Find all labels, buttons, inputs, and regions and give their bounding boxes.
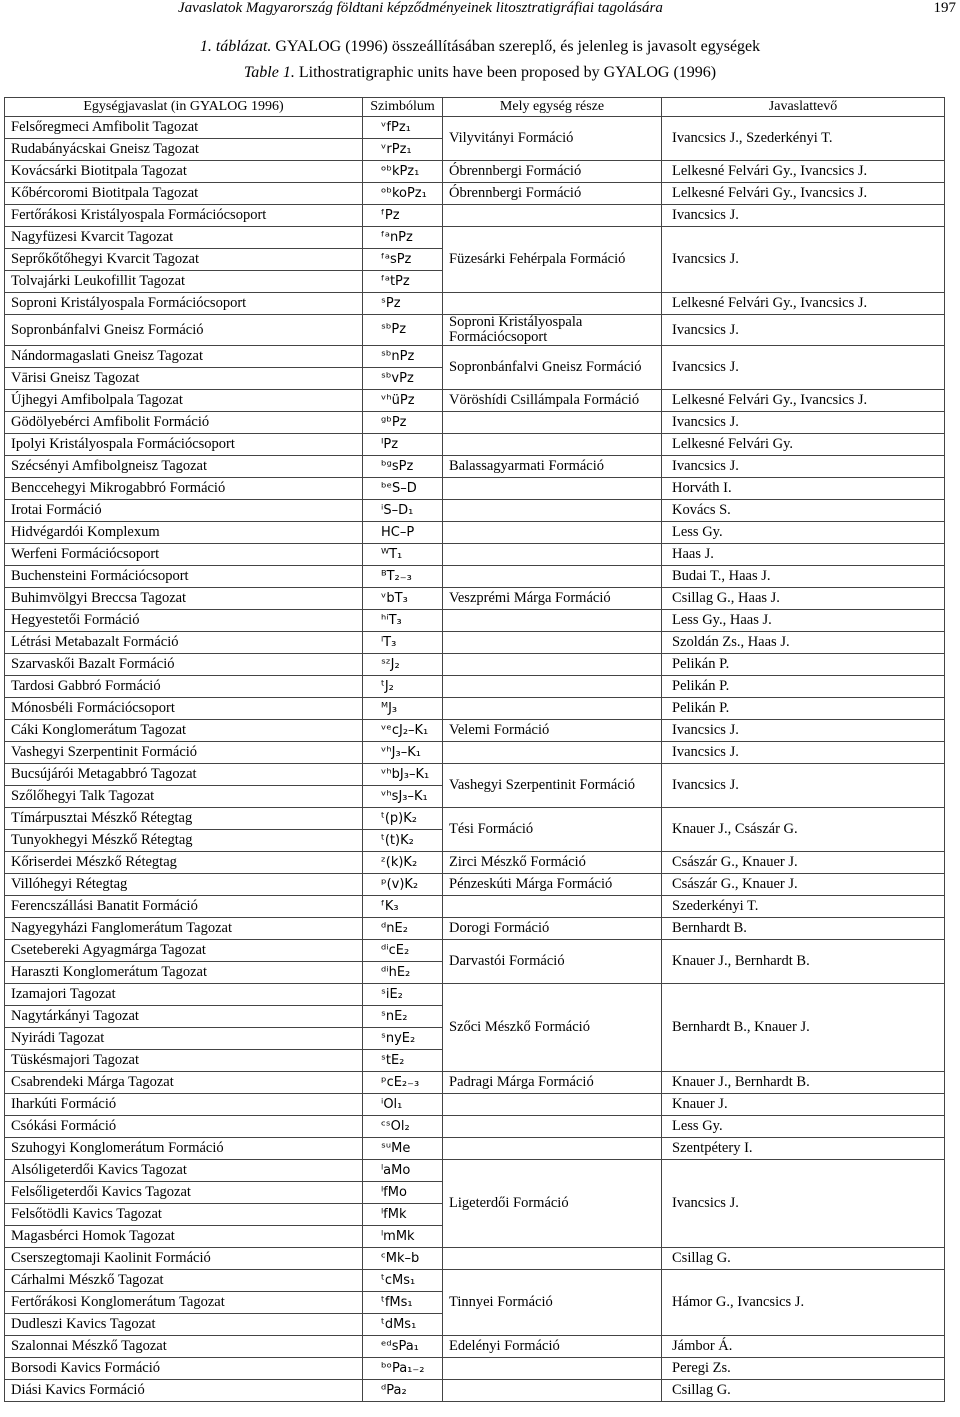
unit-name-cell: Buhimvölgyi Breccsa Tagozat (5, 588, 363, 610)
symbol-cell: ˢnE₂ (363, 1006, 443, 1028)
symbol-cell: ˡfMo (363, 1182, 443, 1204)
unit-name-cell: Tüskésmajori Tagozat (5, 1050, 363, 1072)
unit-name-cell: Csabrendeki Márga Tagozat (5, 1072, 363, 1094)
part-of-cell: Edelényi Formáció (443, 1336, 662, 1358)
proposer-cell: Kovács S. (662, 500, 945, 522)
proposer-cell: Pelikán P. (662, 698, 945, 720)
unit-name-cell: Villóhegyi Rétegtag (5, 874, 363, 896)
symbol-cell: ᵇᵍsPz (363, 456, 443, 478)
proposer-cell: Csillag G., Haas J. (662, 588, 945, 610)
symbol-cell: ᵗfMs₁ (363, 1292, 443, 1314)
part-of-cell: Padragi Márga Formáció (443, 1072, 662, 1094)
table-row (5, 1380, 945, 1402)
unit-name-cell: Létrási Metabazalt Formáció (5, 632, 363, 654)
caption-en-text: Lithostratigraphic units have been proposed by GYALOG (298, 64, 670, 81)
unit-name-cell: Kovácsárki Biotitpala Tagozat (5, 161, 363, 183)
proposer-cell: Knauer J. (662, 1094, 945, 1116)
unit-name-cell: Haraszti Konglomerátum Tagozat (5, 962, 363, 984)
proposer-cell: Ivancsics J. (662, 742, 945, 764)
table-row (5, 1358, 945, 1380)
symbol-cell: ᵗcMs₁ (363, 1270, 443, 1292)
unit-name-cell: Ipolyi Kristályospala Formációcsoport (5, 434, 363, 456)
table-row (5, 610, 945, 632)
unit-name-cell: Kőriserdei Mészkő Rétegtag (5, 852, 363, 874)
table-row (5, 161, 945, 183)
unit-name-cell: Csókási Formáció (5, 1116, 363, 1138)
table-row (5, 896, 945, 918)
symbol-cell: ᵉᵈsPa₁ (363, 1336, 443, 1358)
table-row (5, 412, 945, 434)
unit-name-cell: Szalonnai Mészkő Tagozat (5, 1336, 363, 1358)
symbol-cell: ᵗ(p)K₂ (363, 808, 443, 830)
unit-name-cell: Nagyegyházi Fanglomerátum Tagozat (5, 918, 363, 940)
table-caption-hu (0, 38, 960, 56)
caption-hu-author: GYALOG (275, 38, 342, 55)
unit-name-cell: Fertőrákosi Konglomerátum Tagozat (5, 1292, 363, 1314)
part-of-cell (443, 205, 662, 227)
symbol-cell: ᶠᵃnPz (363, 227, 443, 249)
part-of-cell: Füzesárki Fehérpala Formáció (443, 227, 662, 293)
unit-name-cell: Seprőkőtőhegyi Kvarcit Tagozat (5, 249, 363, 271)
unit-name-cell: Diási Kavics Formáció (5, 1380, 363, 1402)
proposer-cell: Ivancsics J., Szederkényi T. (662, 117, 945, 161)
symbol-cell: ˢiE₂ (363, 984, 443, 1006)
symbol-cell: ᶠᵃsPz (363, 249, 443, 271)
part-of-cell (443, 412, 662, 434)
unit-name-cell: Újhegyi Amfibolpala Tagozat (5, 390, 363, 412)
part-of-cell (443, 293, 662, 315)
part-of-cell: Ligeterdői Formáció (443, 1160, 662, 1248)
table-row (5, 566, 945, 588)
proposer-cell: Knauer J., Bernhardt B. (662, 1072, 945, 1094)
unit-name-cell: Werfeni Formációcsoport (5, 544, 363, 566)
unit-name-cell: Hidvégardói Komplexum (5, 522, 363, 544)
proposer-cell: Lelkesné Felvári Gy., Ivancsics J. (662, 293, 945, 315)
symbol-cell: ᵗ(t)K₂ (363, 830, 443, 852)
proposer-cell: Császár G., Knauer J. (662, 852, 945, 874)
part-of-cell: Zirci Mészkő Formáció (443, 852, 662, 874)
proposer-cell: Ivancsics J. (662, 720, 945, 742)
symbol-cell: ᶠPz (363, 205, 443, 227)
part-of-cell: Darvastói Formáció (443, 940, 662, 984)
proposer-cell: Ivancsics J. (662, 227, 945, 293)
table-row (5, 1138, 945, 1160)
table-row (5, 434, 945, 456)
unit-name-cell: Mónosbéli Formációcsoport (5, 698, 363, 720)
table-row (5, 940, 945, 962)
part-of-cell (443, 742, 662, 764)
unit-name-cell: Tardosi Gabbró Formáció (5, 676, 363, 698)
table-row (5, 588, 945, 610)
table-row (5, 918, 945, 940)
caption-hu-text: (1996) összeállításában szereplő, és jelenleg is javasolt egységek (345, 38, 761, 55)
symbol-cell: ᵛʰüPz (363, 390, 443, 412)
proposer-cell: Lelkesné Felvári Gy. (662, 434, 945, 456)
part-of-cell: Veszprémi Márga Formáció (443, 588, 662, 610)
table-row (5, 720, 945, 742)
symbol-cell: ⁱOl₁ (363, 1094, 443, 1116)
unit-name-cell: Ferencszállási Banatit Formáció (5, 896, 363, 918)
unit-name-cell: Iharkúti Formáció (5, 1094, 363, 1116)
proposer-cell: Ivancsics J. (662, 315, 945, 346)
table-row (5, 852, 945, 874)
part-of-cell: Balassagyarmati Formáció (443, 456, 662, 478)
table-row (5, 654, 945, 676)
part-of-cell: Velemi Formáció (443, 720, 662, 742)
symbol-cell: ᶜMk–b (363, 1248, 443, 1270)
unit-name-cell: Tunyokhegyi Mészkő Rétegtag (5, 830, 363, 852)
symbol-cell: ˢᵇPz (363, 315, 443, 346)
table-row (5, 632, 945, 654)
running-header (0, 0, 960, 24)
unit-name-cell: Rudabányácskai Gneisz Tagozat (5, 139, 363, 161)
part-of-cell (443, 896, 662, 918)
symbol-cell: ᵈⁱhE₂ (363, 962, 443, 984)
part-of-cell (443, 1094, 662, 1116)
symbol-cell: ᶠK₃ (363, 896, 443, 918)
part-of-cell (443, 632, 662, 654)
table-row (5, 346, 945, 368)
proposer-cell: Szederkényi T. (662, 896, 945, 918)
unit-name-cell: Sopronbánfalvi Gneisz Formáció (5, 315, 363, 346)
symbol-cell: ˢᵇvPz (363, 368, 443, 390)
proposer-cell: Horváth I. (662, 478, 945, 500)
symbol-cell: ᵈⁱcE₂ (363, 940, 443, 962)
part-of-cell: Óbrennbergi Formáció (443, 183, 662, 205)
symbol-cell: ˢᵇnPz (363, 346, 443, 368)
symbol-cell: ˢᶻJ₂ (363, 654, 443, 676)
proposer-cell: Ivancsics J. (662, 346, 945, 390)
part-of-cell (443, 522, 662, 544)
part-of-cell (443, 544, 662, 566)
unit-name-cell: Cáki Konglomerátum Tagozat (5, 720, 363, 742)
symbol-cell: ᶜˢOl₂ (363, 1116, 443, 1138)
header-symbol: Szimbólum (363, 98, 443, 117)
symbol-cell: ᶻ(k)K₂ (363, 852, 443, 874)
proposer-cell: Pelikán P. (662, 676, 945, 698)
proposer-cell: Hámor G., Ivancsics J. (662, 1270, 945, 1336)
unit-name-cell: Tímárpusztai Mészkő Rétegtag (5, 808, 363, 830)
proposer-cell: Peregi Zs. (662, 1358, 945, 1380)
proposer-cell: Császár G., Knauer J. (662, 874, 945, 896)
proposer-cell: Szentpétery I. (662, 1138, 945, 1160)
header-part-of: Mely egység része (443, 98, 662, 117)
symbol-cell: ˡaMo (363, 1160, 443, 1182)
proposer-cell: Less Gy. (662, 1116, 945, 1138)
page-number: 197 (933, 0, 956, 16)
proposer-cell: Haas J. (662, 544, 945, 566)
symbol-cell: ᵈPa₂ (363, 1380, 443, 1402)
caption-hu-label: 1. táblázat. (199, 38, 272, 55)
table-row (5, 478, 945, 500)
running-title: Javaslatok Magyarország földtani képződményeinek litosztratigráfiai tagolására (178, 0, 663, 16)
table-body (5, 117, 945, 1402)
table-row (5, 315, 945, 346)
table-row (5, 390, 945, 412)
part-of-cell (443, 1358, 662, 1380)
table-header-row (5, 98, 945, 117)
part-of-cell: Tinnyei Formáció (443, 1270, 662, 1336)
unit-name-cell: Izamajori Tagozat (5, 984, 363, 1006)
symbol-cell: ˡfMk (363, 1204, 443, 1226)
part-of-cell (443, 500, 662, 522)
symbol-cell: ˢtE₂ (363, 1050, 443, 1072)
part-of-cell (443, 676, 662, 698)
header-proposer: Javaslattevő (662, 98, 945, 117)
unit-name-cell: Borsodi Kavics Formáció (5, 1358, 363, 1380)
table-row (5, 1072, 945, 1094)
table-row (5, 1094, 945, 1116)
table-caption-en (0, 64, 960, 82)
part-of-cell (443, 654, 662, 676)
unit-name-cell: Fertőrákosi Kristályospala Formációcsoport (5, 205, 363, 227)
symbol-cell: ᵛʰbJ₃–K₁ (363, 764, 443, 786)
proposer-cell: Bernhardt B. (662, 918, 945, 940)
unit-name-cell: Soproni Kristályospala Formációcsoport (5, 293, 363, 315)
unit-name-cell: Benccehegyi Mikrogabbró Formáció (5, 478, 363, 500)
part-of-cell: Vashegyi Szerpentinit Formáció (443, 764, 662, 808)
table-row (5, 227, 945, 249)
caption-en-year: (1996) (673, 64, 717, 81)
symbol-cell: ᴹJ₃ (363, 698, 443, 720)
table-row (5, 500, 945, 522)
unit-name-cell: Tolvajárki Leukofillit Tagozat (5, 271, 363, 293)
part-of-cell: Dorogi Formáció (443, 918, 662, 940)
table-row (5, 1160, 945, 1182)
symbol-cell: ᵗdMs₁ (363, 1314, 443, 1336)
symbol-cell: ⁱS–D₁ (363, 500, 443, 522)
proposer-cell: Knauer J., Császár G. (662, 808, 945, 852)
table-row (5, 293, 945, 315)
unit-name-cell: Nyirádi Tagozat (5, 1028, 363, 1050)
part-of-cell: Tési Formáció (443, 808, 662, 852)
symbol-cell: HC–P (363, 522, 443, 544)
symbol-cell: ᵛrPz₁ (363, 139, 443, 161)
proposer-cell: Bernhardt B., Knauer J. (662, 984, 945, 1072)
part-of-cell: Vilyvitányi Formáció (443, 117, 662, 161)
unit-name-cell: Vārisi Gneisz Tagozat (5, 368, 363, 390)
proposer-cell: Budai T., Haas J. (662, 566, 945, 588)
table-row (5, 764, 945, 786)
proposer-cell: Lelkesné Felvári Gy., Ivancsics J. (662, 183, 945, 205)
part-of-cell (443, 1380, 662, 1402)
unit-name-cell: Hegyestetői Formáció (5, 610, 363, 632)
unit-name-cell: Felsőtödli Kavics Tagozat (5, 1204, 363, 1226)
unit-name-cell: Vashegyi Szerpentinit Formáció (5, 742, 363, 764)
symbol-cell: ᵛʰJ₃–K₁ (363, 742, 443, 764)
unit-name-cell: Dudleszi Kavics Tagozat (5, 1314, 363, 1336)
table-row (5, 984, 945, 1006)
table-row (5, 1270, 945, 1292)
unit-name-cell: Szarvaskői Bazalt Formáció (5, 654, 363, 676)
part-of-cell: Óbrennbergi Formáció (443, 161, 662, 183)
proposer-cell: Szoldán Zs., Haas J. (662, 632, 945, 654)
part-of-cell (443, 698, 662, 720)
header-unit: Egységjavaslat (in GYALOG 1996) (5, 98, 363, 117)
unit-name-cell: Felsőregmeci Amfibolit Tagozat (5, 117, 363, 139)
symbol-cell: ᵈnE₂ (363, 918, 443, 940)
symbol-cell: ᶠᵃtPz (363, 271, 443, 293)
unit-name-cell: Buchensteini Formációcsoport (5, 566, 363, 588)
proposer-cell: Knauer J., Bernhardt B. (662, 940, 945, 984)
part-of-cell: Vöröshídi Csillámpala Formáció (443, 390, 662, 412)
proposer-cell: Lelkesné Felvári Gy., Ivancsics J. (662, 161, 945, 183)
proposer-cell: Ivancsics J. (662, 205, 945, 227)
unit-name-cell: Nándormagaslati Gneisz Tagozat (5, 346, 363, 368)
symbol-cell: ˡT₃ (363, 632, 443, 654)
symbol-cell: ᵖcE₂₋₃ (363, 1072, 443, 1094)
unit-name-cell: Csetebereki Agyagmárga Tagozat (5, 940, 363, 962)
table-row (5, 544, 945, 566)
unit-name-cell: Felsőligeterdői Kavics Tagozat (5, 1182, 363, 1204)
unit-name-cell: Magasbérci Homok Tagozat (5, 1226, 363, 1248)
part-of-cell (443, 566, 662, 588)
table-row (5, 1248, 945, 1270)
unit-name-cell: Gödölyebérci Amfibolit Formáció (5, 412, 363, 434)
proposer-cell: Ivancsics J. (662, 456, 945, 478)
symbol-cell: ʰⁱT₃ (363, 610, 443, 632)
part-of-cell (443, 610, 662, 632)
table-row (5, 522, 945, 544)
proposer-cell: Ivancsics J. (662, 1160, 945, 1248)
symbol-cell: ᵒᵇkoPz₁ (363, 183, 443, 205)
proposer-cell: Less Gy. (662, 522, 945, 544)
symbol-cell: ᵇᵉS–D (363, 478, 443, 500)
symbol-cell: ᵒᵇkPz₁ (363, 161, 443, 183)
symbol-cell: ᵖ(v)K₂ (363, 874, 443, 896)
symbol-cell: ᵛfPz₁ (363, 117, 443, 139)
symbol-cell: ᵍᵇPz (363, 412, 443, 434)
symbol-cell: ˢPz (363, 293, 443, 315)
unit-name-cell: Cserszegtomaji Kaolinit Formáció (5, 1248, 363, 1270)
symbol-cell: ˡmMk (363, 1226, 443, 1248)
unit-name-cell: Irotai Formáció (5, 500, 363, 522)
unit-name-cell: Cárhalmi Mészkő Tagozat (5, 1270, 363, 1292)
proposer-cell: Ivancsics J. (662, 412, 945, 434)
unit-name-cell: Alsóligeterdői Kavics Tagozat (5, 1160, 363, 1182)
unit-name-cell: Szőlőhegyi Talk Tagozat (5, 786, 363, 808)
table-row (5, 1116, 945, 1138)
table-row (5, 456, 945, 478)
proposer-cell: Pelikán P. (662, 654, 945, 676)
symbol-cell: ᵛʰsJ₃–K₁ (363, 786, 443, 808)
proposer-cell: Csillag G. (662, 1248, 945, 1270)
unit-name-cell: Kőbércoromi Biotitpala Tagozat (5, 183, 363, 205)
table-row (5, 205, 945, 227)
part-of-cell (443, 1138, 662, 1160)
part-of-cell: Szőci Mészkő Formáció (443, 984, 662, 1072)
symbol-cell: ᵛᵉcJ₂–K₁ (363, 720, 443, 742)
symbol-cell: ᵗJ₂ (363, 676, 443, 698)
table-row (5, 117, 945, 139)
part-of-cell (443, 1116, 662, 1138)
lithostratigraphic-table (4, 97, 945, 1402)
symbol-cell: ᵇᵒPa₁₋₂ (363, 1358, 443, 1380)
proposer-cell: Lelkesné Felvári Gy., Ivancsics J. (662, 390, 945, 412)
symbol-cell: ᵂT₁ (363, 544, 443, 566)
proposer-cell: Ivancsics J. (662, 764, 945, 808)
part-of-cell (443, 434, 662, 456)
symbol-cell: ᵛbT₃ (363, 588, 443, 610)
table-row (5, 183, 945, 205)
part-of-cell: Soproni Kristályospala Formációcsoport (443, 315, 662, 346)
symbol-cell: ˢᵘMe (363, 1138, 443, 1160)
proposer-cell: Csillag G. (662, 1380, 945, 1402)
part-of-cell (443, 478, 662, 500)
table-row (5, 1336, 945, 1358)
table-row (5, 874, 945, 896)
table-row (5, 698, 945, 720)
caption-en-label: Table 1. (243, 64, 295, 81)
part-of-cell (443, 1248, 662, 1270)
unit-name-cell: Szuhogyi Konglomerátum Formáció (5, 1138, 363, 1160)
symbol-cell: ᴮT₂₋₃ (363, 566, 443, 588)
part-of-cell: Pénzeskúti Márga Formáció (443, 874, 662, 896)
part-of-cell: Sopronbánfalvi Gneisz Formáció (443, 346, 662, 390)
table-row (5, 808, 945, 830)
unit-name-cell: Nagyfüzesi Kvarcit Tagozat (5, 227, 363, 249)
table-row (5, 676, 945, 698)
unit-name-cell: Bucsújárói Metagabbró Tagozat (5, 764, 363, 786)
symbol-cell: ᴵPz (363, 434, 443, 456)
unit-name-cell: Nagytárkányi Tagozat (5, 1006, 363, 1028)
unit-name-cell: Szécsényi Amfibolgneisz Tagozat (5, 456, 363, 478)
proposer-cell: Less Gy., Haas J. (662, 610, 945, 632)
table-row (5, 742, 945, 764)
proposer-cell: Jámbor Á. (662, 1336, 945, 1358)
symbol-cell: ˢnyE₂ (363, 1028, 443, 1050)
